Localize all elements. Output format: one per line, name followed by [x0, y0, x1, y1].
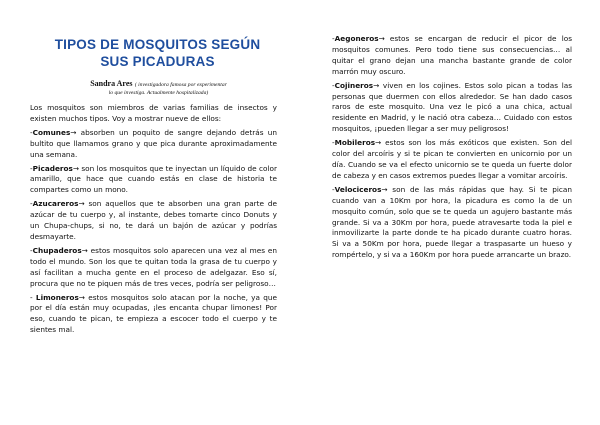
- arrow-icon: →: [375, 138, 382, 148]
- item-chupaderos: -Chupaderos→ estos mosquitos solo aparecen una vez al mes en todo el mundo. Son los que te quitan toda la grasa de tu cuerpo y así facilitan a mucha gente en el proceso de adelgazar. Eso sí, procura que no te piquen más de tres veces, podría ser peligroso…: [30, 245, 277, 288]
- author-name: Sandra Ares: [90, 79, 133, 88]
- item-text: estos mosquitos solo aparecen una vez al mes en todo el mundo. Son los que te quitan toda la grasa de tu cuerpo y así facilitan a mucha gente en el proceso de adelgazar. Eso sí, procura que no te piquen más de tres veces, podría ser peligroso…: [30, 245, 277, 288]
- item-aegoneros: -Aegoneros→ estos se encargan de reducir el picor de los mosquitos comunes. Pero todo tiene sus consecuencias… al quitar el grano dejan una mancha bastante grande de color marrón muy oscuro.: [332, 34, 572, 76]
- item-name: Aegoneros: [334, 34, 379, 43]
- item-text: son los mosquitos que te inyectan un líquido de color amarillo, que hace que cuando estás en clase de historia te compartes como un mono.: [30, 163, 277, 195]
- item-text: viven en los cojines. Estos solo pican a todas las personas que duermen con ellos alrededor. Se han dado casos raros de este mosquito. Una vez le picó a una chica, actual residente en Madrid, y le nació otra cabeza… Cuidado con estos mosquitos, ¡pueden llegar a ser muy peligrosos!: [332, 80, 572, 134]
- item-name: Picaderos: [32, 163, 73, 173]
- item-text: estos mosquitos solo atacan por la noche, ya que por el día están muy ocupadas, ¡les encanta chupar limones! Por eso, cuando te pican, te empieza a escocer todo el cuerpo y te sientes mal.: [30, 292, 277, 335]
- arrow-icon: →: [81, 245, 88, 255]
- intro-paragraph: Los mosquitos son miembros de varias familias de insectos y existen muchos tipos. Voy a mostrar nueve de ellos:: [30, 103, 277, 123]
- item-name: Limoneros: [35, 292, 79, 302]
- title-line-1: TIPOS DE MOSQUITOS SEGÚN: [54, 37, 261, 52]
- item-text: son de las más rápidas que hay. Si te pican cuando van a 10Km por hora, la picadura es como la de un mosquito común, solo que se te queda un agujero bastante más grande. Si va a 30Km por hora, puede atravesarte toda la piel e inmovilizarte la parte donde te ha picado durante cuatro horas. Si va a 50Km por hora, puede llegar a traspasarte un hueso y rompértelo, y si va a 160Km por hora puede arrancarte un brazo.: [332, 184, 572, 260]
- item-name: Azucareros: [32, 199, 79, 209]
- item-name: Comunes: [32, 127, 71, 137]
- arrow-icon: →: [78, 292, 85, 302]
- byline: [30, 80, 277, 97]
- arrow-icon: →: [78, 199, 85, 209]
- item-text: estos se encargan de reducir el picor de los mosquitos comunes. Pero todo tiene sus consecuencias… al quitar el grano dejan una mancha bastante grande de color marrón muy oscuro.: [332, 34, 572, 76]
- arrow-icon: →: [381, 184, 388, 194]
- arrow-icon: →: [70, 127, 77, 137]
- arrow-icon: →: [72, 163, 79, 173]
- title-line-2: SUS PICADURAS: [100, 54, 215, 69]
- arrow-icon: →: [373, 80, 380, 90]
- item-text: absorben un poquito de sangre dejando detrás un bultito que llamamos grano y que pica durante aproximadamente una semana.: [30, 127, 277, 159]
- item-comunes: -Comunes→ absorben un poquito de sangre dejando detrás un bultito que llamamos grano y que pica durante aproximadamente una semana.: [30, 127, 277, 159]
- page-fold: [300, 0, 301, 425]
- author-note-1: ( investigadora famosa por experimentar: [134, 82, 227, 88]
- right-column: [332, 34, 572, 264]
- item-cojineros: -Cojineros→ viven en los cojines. Estos solo pican a todas las personas que duermen con ellos alrededor. Se han dado casos raros de este mosquito. Una vez le picó a una chica, actual residente en Madrid, y le nació otra cabeza… Cuidado con estos mosquitos, ¡pueden llegar a ser muy peligrosos!: [332, 80, 572, 134]
- item-name: Velociceros: [334, 184, 382, 194]
- item-text: son aquellos que te absorben una gran parte de azúcar de tu cuerpo y, al instante, debes tomarte cinco Donuts y un Chupa-chups, si no, te dará un bajón de azúcar y podrías desmayarte.: [30, 199, 277, 241]
- item-limoneros-start: - Limoneros→ estos mosquitos solo atacan por la noche, ya que por el día están muy ocupadas, ¡les encanta chupar limones! Por eso, cuando te pican, te empieza a escocer todo el cuerpo y te sientes mal.: [30, 292, 277, 335]
- item-azucareros: -Azucareros→ son aquellos que te absorben una gran parte de azúcar de tu cuerpo y, al instante, debes tomarte cinco Donuts y un Chupa-chups, si no, te dará un bajón de azúcar y podrías desmayarte.: [30, 199, 277, 241]
- item-name: Cojineros: [334, 80, 374, 90]
- article-title: [30, 36, 277, 70]
- item-text: estos son los más exóticos que existen. Son del color del arcoíris y si te pican te convierten en unicornio por un día. Cuando se va el efecto unicornio se te queda un fuerte dolor de cabeza y en casos extremos puedes llegar a vomitar arcoíris.: [332, 138, 572, 180]
- item-picaderos: -Picaderos→ son los mosquitos que te inyectan un líquido de color amarillo, que hace que cuando estás en clase de historia te compartes como un mono.: [30, 163, 277, 195]
- author-note-2: lo que investiga. Actualmente hospitalizada): [108, 90, 209, 96]
- item-velociceros: -Velociceros→ son de las más rápidas que hay. Si te pican cuando van a 10Km por hora, la picadura es como la de un mosquito común, solo que se te queda un agujero bastante más grande. Si va a 30Km por hora, puede atravesarte toda la piel e inmovilizarte la parte donde te ha picado durante cuatro horas. Si va a 50Km por hora, puede llegar a traspasarte un hueso y rompértelo, y si va a 160Km por hora puede arrancarte un brazo.: [332, 184, 572, 260]
- arrow-icon: →: [378, 34, 385, 43]
- item-name: Chupaderos: [32, 245, 82, 255]
- left-column: [30, 36, 277, 339]
- item-mobileros: -Mobileros→ estos son los más exóticos que existen. Son del color del arcoíris y si te pican te convierten en unicornio por un día. Cuando se va el efecto unicornio se te queda un fuerte dolor de cabeza y en casos extremos puedes llegar a vomitar arcoíris.: [332, 138, 572, 180]
- item-name: Mobileros: [334, 138, 376, 148]
